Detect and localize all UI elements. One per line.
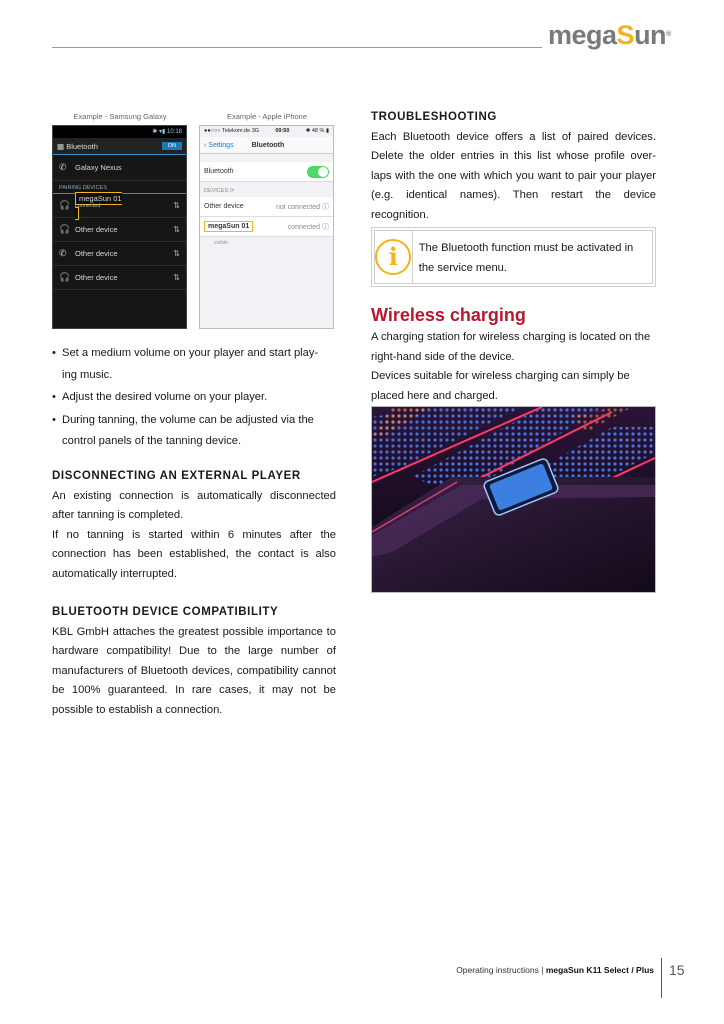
- settings-slider-icon: ⇅: [173, 201, 180, 210]
- instruction-list: [52, 343, 336, 453]
- compatibility-section: [52, 603, 336, 721]
- devices-section-label: DEVICES ⟳: [204, 188, 235, 194]
- troubleshooting-section: [371, 108, 656, 226]
- bluetooth-toggle: [307, 166, 329, 178]
- paragraph: A charging station for wireless charging is located on the right-hand side of the device.: [371, 331, 651, 363]
- phone-icon: ✆: [59, 162, 67, 172]
- note-box: [371, 227, 656, 287]
- info-icon: i: [375, 239, 411, 275]
- own-device-row: ✆ Galaxy Nexus: [53, 155, 186, 181]
- samsung-screenshot: [52, 125, 187, 329]
- headphones-icon: 🎧: [59, 272, 71, 282]
- list-item: • Set a medium volume on your player and start play- ing music.: [52, 343, 336, 386]
- footer-rule: [661, 958, 662, 998]
- list-item: • During tanning, the volume can be adjusted via the control panels of the tanning device.: [52, 410, 336, 453]
- list-item: • Adjust the desired volume on your player.: [52, 387, 336, 409]
- device-row: Other device not connected ⓘ: [200, 197, 333, 217]
- headphones-icon: 🎧: [59, 224, 71, 234]
- visible-label: visible: [214, 240, 228, 246]
- note-text: The Bluetooth function must be activated in the service menu.: [418, 242, 634, 274]
- settings-slider-icon: ⇅: [173, 249, 180, 258]
- info-icon: ⓘ: [322, 223, 329, 231]
- iphone-screenshot: [199, 125, 334, 329]
- bluetooth-toggle: ON: [162, 142, 182, 150]
- samsung-caption: Example - Samsung Galaxy: [73, 112, 167, 121]
- section-heading: BLUETOOTH DEVICE COMPATIBILITY: [52, 606, 279, 618]
- paragraph: An existing connection is automatically disconnected after tanning is completed.: [52, 489, 336, 522]
- disconnecting-section: [52, 467, 336, 585]
- device-row: ✆ Other device ⇅: [53, 242, 186, 266]
- bluetooth-title-bar: ▦ Bluetooth ON: [53, 138, 186, 155]
- paragraph: KBL GmbH attaches the greatest possible importance to hardware compatibility! Due to the large number of manufacturers of Bluetooth devices, compatibility cannot be 100% guaranteed. In rare cases, it may not be possible to establish a connection.: [52, 625, 336, 716]
- paragraph: If no tanning is started within 6 minutes after the connection has been established, the contact is also automatically interrupted.: [52, 528, 336, 580]
- device-row: 🎧 Other device ⇅: [53, 266, 186, 290]
- back-link: ‹ Settings: [204, 141, 234, 149]
- nav-bar: ‹ Settings Bluetooth: [200, 137, 333, 154]
- device-row: 🎧 Other device ⇅: [53, 218, 186, 242]
- pairing-section-label: PAIRING DEVICES: [53, 181, 186, 194]
- paragraph: Each Bluetooth device offers a list of paired devices. Delete the older entries in this list whose profile over- laps with the one with which you want to pair your player (e.g. identical names). Then restart the device recognition.: [371, 130, 656, 221]
- phone-icon: ✆: [59, 248, 67, 258]
- status-bar: ✱ ▾▮ 10:18: [53, 126, 186, 138]
- megasun-highlight: megaSun 01 connected: [75, 192, 173, 220]
- section-heading: TROUBLESHOOTING: [371, 111, 497, 123]
- megasun-highlight: megaSun 01: [204, 221, 253, 232]
- status-bar: ●●○○○ Telekom.de 3G 09:50 ✱ 48 % ▮: [204, 128, 329, 134]
- settings-slider-icon: ⇅: [173, 225, 180, 234]
- wireless-charging-text: [371, 328, 656, 406]
- spinner-icon: ⟳: [229, 188, 235, 194]
- iphone-caption: Example - Apple iPhone: [226, 112, 308, 121]
- device-row: [53, 194, 186, 218]
- headphones-icon: 🎧: [59, 200, 71, 210]
- footer-text: Operating instructions | megaSun K11 Select / Plus: [456, 965, 654, 975]
- bluetooth-row: Bluetooth: [200, 162, 333, 182]
- wireless-charging-photo: [371, 406, 656, 593]
- settings-icon: ▦: [57, 141, 65, 151]
- section-heading: DISCONNECTING AN EXTERNAL PLAYER: [52, 470, 301, 482]
- device-row: megaSun 01 connected ⓘ: [200, 217, 333, 237]
- megasun-logo: megaSun®: [548, 20, 671, 50]
- settings-slider-icon: ⇅: [173, 273, 180, 282]
- wireless-charging-title: Wireless charging: [371, 305, 526, 325]
- paragraph: Devices suitable for wireless charging can simply be placed here and charged.: [371, 370, 630, 402]
- page-number: 15: [669, 962, 685, 978]
- header-rule: [52, 47, 542, 48]
- info-icon: ⓘ: [322, 203, 329, 211]
